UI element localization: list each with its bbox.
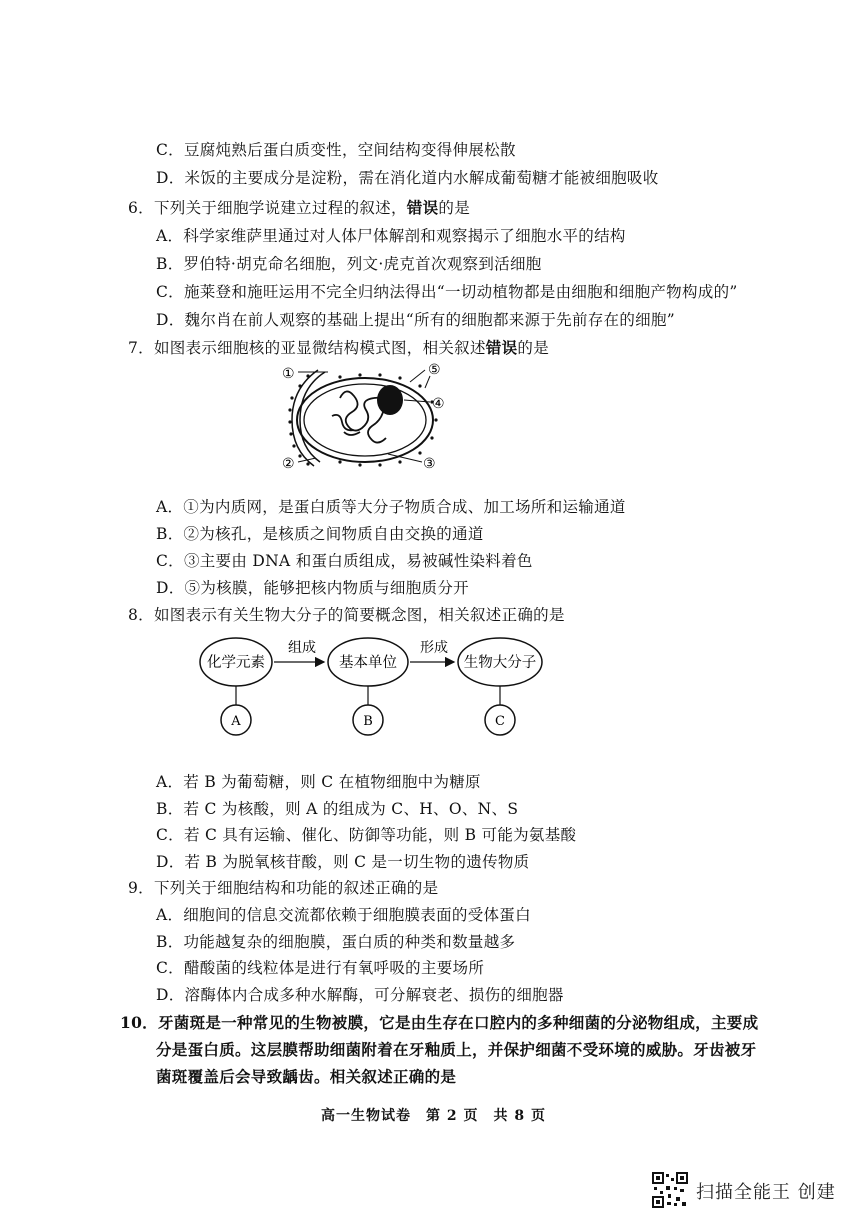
circle-c-label: C xyxy=(495,714,505,729)
q9-option-d: D．溶酶体内合成多种水解酶，可分解衰老、损伤的细胞器 xyxy=(156,986,564,1004)
q8-option-c: C．若 C 具有运输、催化、防御等功能，则 B 可能为氨基酸 xyxy=(156,826,577,844)
q6-number: 6． xyxy=(128,199,154,217)
q7-stem-text: 如图表示细胞核的亚显微结构模式图，相关叙述 xyxy=(153,339,486,357)
q9-stem xyxy=(128,876,438,898)
q9-option-a: A．细胞间的信息交流都依赖于细胞膜表面的受体蛋白 xyxy=(156,906,531,924)
q7-stem-emphasis: 错误 xyxy=(485,338,518,357)
q8-stem-text: 如图表示有关生物大分子的简要概念图，相关叙述正确的是 xyxy=(153,606,565,624)
q7-stem xyxy=(128,336,549,358)
q8-number: 8． xyxy=(128,606,154,624)
q6-stem-emphasis: 错误 xyxy=(406,198,439,217)
q8-option-b: B．若 C 为核酸，则 A 的组成为 C、H、O、N、S xyxy=(156,800,519,818)
q9-number: 9． xyxy=(128,879,154,897)
q6-option-b: B．罗伯特·胡克命名细胞，列文·虎克首次观察到活细胞 xyxy=(156,255,542,273)
q10-text-1: 牙菌斑是一种常见的生物被膜，它是由生存在口腔内的多种细菌的分泌物组成，主要成 xyxy=(157,1013,759,1032)
label-5: ⑤ xyxy=(428,362,441,378)
q6-option-c: C．施莱登和施旺运用不完全归纳法得出“一切动植物都是由细胞和细胞产物构成的” xyxy=(156,283,738,301)
q8-option-a: A．若 B 为葡萄糖，则 C 在植物细胞中为糖原 xyxy=(156,773,481,791)
q7-option-a: A．①为内质网，是蛋白质等大分子物质合成、加工场所和运输通道 xyxy=(156,498,626,516)
q10-line-2: 分是蛋白质。这层膜帮助细菌附着在牙釉质上，并保护细菌不受环境的威胁。牙齿被牙 xyxy=(156,1040,757,1059)
node3-label: 生物大分子 xyxy=(463,655,537,671)
q10-number: 10． xyxy=(120,1013,158,1032)
q8-option-d: D．若 B 为脱氧核苷酸，则 C 是一切生物的遗传物质 xyxy=(156,853,530,871)
outer-nuclear-membrane xyxy=(297,378,433,462)
page-footer: 高一生物试卷 第 2 页 共 8 页 xyxy=(321,1108,546,1124)
q10-line-3: 菌斑覆盖后会导致龋齿。相关叙述正确的是 xyxy=(156,1067,457,1086)
q7-stem-end: 的是 xyxy=(517,339,549,357)
q5-option-d: D．米饭的主要成分是淀粉，需在消化道内水解成葡萄糖才能被细胞吸收 xyxy=(156,169,659,187)
concept-map-diagram xyxy=(190,632,560,747)
scanner-watermark xyxy=(652,1172,862,1212)
q8-stem xyxy=(128,603,565,625)
nucleus-diagram xyxy=(270,358,470,478)
q6-option-d: D．魏尔肖在前人观察的基础上提出“所有的细胞都来源于先前存在的细胞” xyxy=(156,311,675,329)
q9-option-c: C．醋酸菌的线粒体是进行有氧呼吸的主要场所 xyxy=(156,959,485,977)
q7-option-d: D．⑤为核膜，能够把核内物质与细胞质分开 xyxy=(156,579,469,597)
label-1: ① xyxy=(282,366,295,382)
node2-label: 基本单位 xyxy=(339,655,397,671)
label-2: ② xyxy=(282,456,295,472)
qr-code-icon xyxy=(652,1172,688,1208)
label-3: ③ xyxy=(423,456,436,472)
inner-nuclear-membrane xyxy=(304,384,426,456)
q7-number: 7． xyxy=(128,339,154,357)
arrow2-label: 形成 xyxy=(420,640,448,656)
q6-option-a: A．科学家维萨里通过对人体尸体解剖和观察揭示了细胞水平的结构 xyxy=(156,227,626,245)
q5-option-c: C．豆腐炖熟后蛋白质变性，空间结构变得伸展松散 xyxy=(156,141,516,159)
q7-option-b: B．②为核孔，是核质之间物质自由交换的通道 xyxy=(156,525,484,543)
node1-label: 化学元素 xyxy=(207,655,265,671)
circle-b-label: B xyxy=(363,714,373,729)
q6-stem-text: 下列关于细胞学说建立过程的叙述， xyxy=(153,199,407,217)
q10-line-1 xyxy=(120,1011,758,1033)
q6-stem xyxy=(128,196,470,218)
label-4: ④ xyxy=(432,396,445,412)
nucleolus xyxy=(377,385,403,415)
circle-a-label: A xyxy=(231,714,241,729)
q6-stem-end: 的是 xyxy=(438,199,470,217)
q9-stem-text: 下列关于细胞结构和功能的叙述正确的是 xyxy=(153,879,439,897)
endoplasmic-reticulum-outer xyxy=(292,370,318,466)
watermark-text: 扫描全能王 创建 xyxy=(696,1182,836,1203)
leader-line-2 xyxy=(298,458,316,462)
q7-option-c: C．③主要由 DNA 和蛋白质组成，易被碱性染料着色 xyxy=(156,552,533,570)
arrow1-label: 组成 xyxy=(288,640,316,656)
q9-option-b: B．功能越复杂的细胞膜，蛋白质的种类和数量越多 xyxy=(156,933,516,951)
leader-line-5a xyxy=(410,370,425,382)
